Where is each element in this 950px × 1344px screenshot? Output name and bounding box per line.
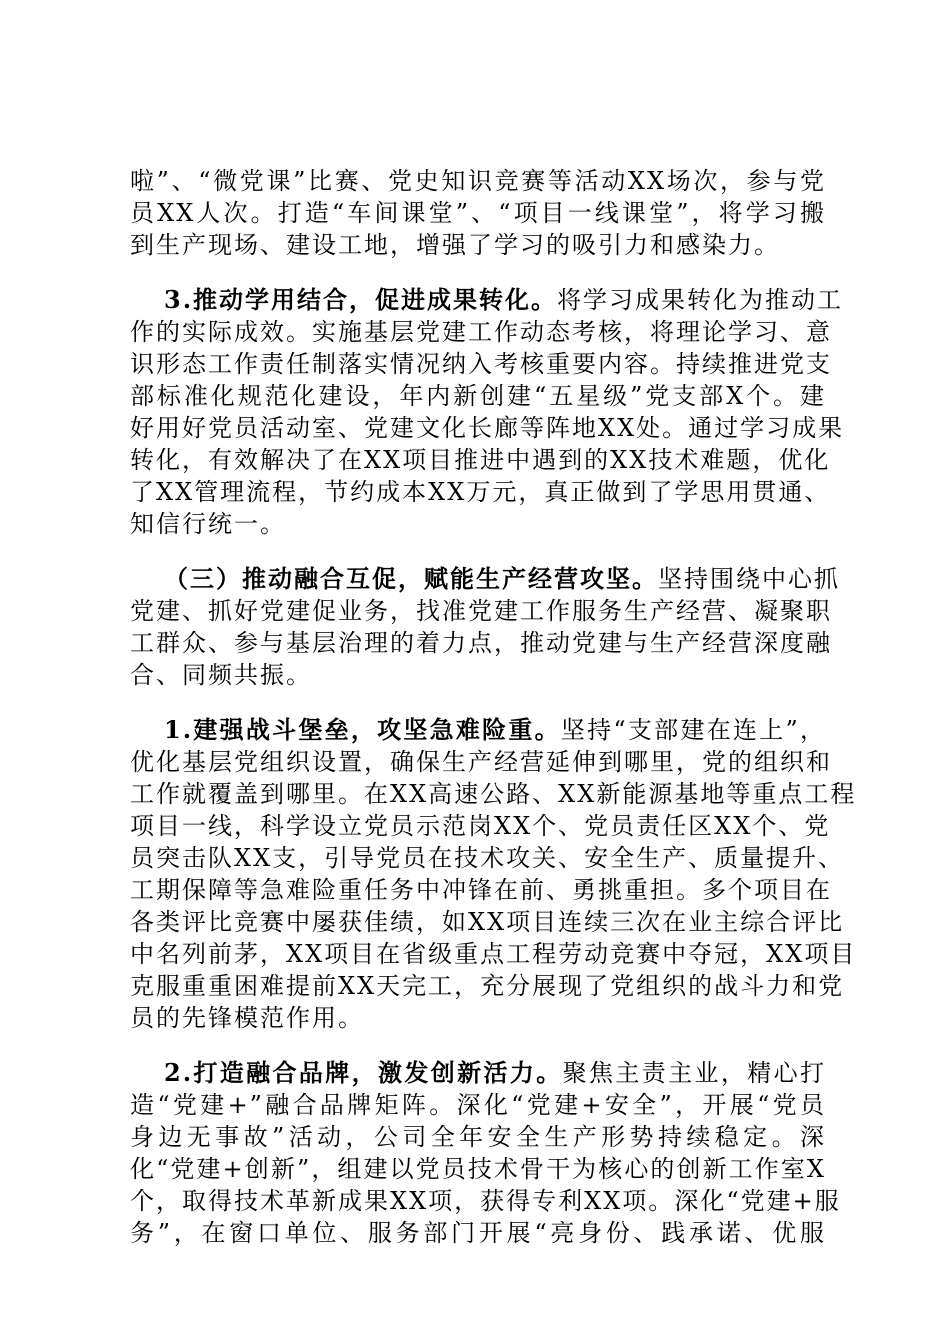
text-line	[130, 284, 844, 316]
text-run: 坚持围绕中心抓	[658, 565, 840, 593]
text-line: 作的实际成效。实施基层党建工作动态考核，将理论学习、意	[130, 318, 832, 346]
text-line	[130, 563, 840, 595]
text-line: 工群众、参与基层治理的着力点，推动党建与生产经营深度融	[130, 629, 832, 657]
paragraph-section-2	[130, 1057, 841, 1249]
text-line	[130, 714, 826, 746]
text-line: 个，取得技术革新成果XX项，获得专利XX项。深化“党建+服	[130, 1187, 841, 1215]
text-line: 化“党建+创新”，组建以党员技术骨干为核心的创新工作室X	[130, 1155, 826, 1183]
text-line: 员XX人次。打造“车间课堂”、“项目一线课堂”，将学习搬	[130, 199, 826, 227]
text-line: 转化，有效解决了在XX项目推进中遇到的XX技术难题，优化	[130, 446, 831, 474]
text-line: 造“党建+”融合品牌矩阵。深化“党建+安全”，开展“党员	[130, 1091, 826, 1119]
text-line: 各类评比竞赛中屡获佳绩，如XX项目连续三次在业主综合评比	[130, 908, 845, 936]
text-line: 工期保障等急难险重任务中冲锋在前、勇挑重担。多个项目在	[130, 876, 832, 904]
text-run: 坚持“支部建在连上”，	[560, 716, 826, 744]
text-line: 优化基层党组织设置，确保生产经营延伸到哪里，党的组织和	[130, 748, 832, 776]
paragraph-section-1	[130, 714, 857, 1034]
text-line: 好用好党员活动室、党建文化长廊等阵地XX处。通过学习成果	[130, 414, 845, 442]
section-heading: （三）推动融合互促，赋能生产经营攻坚。	[164, 564, 658, 593]
text-line: 身边无事故”活动，公司全年安全生产形势持续稳定。深	[130, 1123, 826, 1151]
text-line: 项目一线，科学设立党员示范岗XX个、党员责任区XX个、党	[130, 812, 831, 840]
text-line: 了XX管理流程，节约成本XX万元，真正做到了学思用贯通、	[130, 478, 831, 506]
text-run: 聚焦主责主业，精心打	[562, 1059, 826, 1087]
text-line	[130, 1057, 826, 1089]
text-line: 员突击队XX支，引导党员在技术攻关、安全生产、质量提升、	[130, 844, 845, 872]
text-run: 将学习成果转化为推动工	[557, 286, 844, 314]
text-line: 工作就覆盖到哪里。在XX高速公路、XX新能源基地等重点工程	[130, 780, 857, 808]
text-line: 部标准化规范化建设，年内新创建“五星级”党支部X个。建	[130, 382, 826, 410]
text-line: 党建、抓好党建促业务，找准党建工作服务生产经营、凝聚职	[130, 597, 832, 625]
text-line: 员的先锋模范作用。	[130, 1004, 364, 1032]
text-line: 知信行统一。	[130, 510, 286, 538]
section-heading: 3.推动学用结合，促进成果转化。	[164, 285, 558, 314]
text-line: 务”，在窗口单位、服务部门开展“亮身份、践承诺、优服	[130, 1219, 826, 1247]
text-line: 啦”、“微党课”比赛、党史知识竞赛等活动XX场次，参与党	[130, 167, 826, 195]
section-heading: 1.建强战斗堡垒，攻坚急难险重。	[164, 715, 561, 744]
paragraph-part-three	[130, 563, 840, 691]
section-heading: 2.打造融合品牌，激发创新活力。	[164, 1058, 563, 1087]
text-line: 中名列前茅，XX项目在省级重点工程劳动竞赛中夺冠，XX项目	[130, 940, 857, 968]
text-line: 到生产现场、建设工地，增强了学习的吸引力和感染力。	[130, 231, 780, 259]
text-line: 识形态工作责任制落实情况纳入考核重要内容。持续推进党支	[130, 350, 832, 378]
text-line: 克服重重困难提前XX天完工，充分展现了党组织的战斗力和党	[130, 972, 845, 1000]
paragraph-section-3	[130, 284, 845, 540]
document-page	[130, 165, 857, 1272]
text-line: 合、同频共振。	[130, 661, 312, 689]
paragraph-continued	[130, 165, 826, 261]
